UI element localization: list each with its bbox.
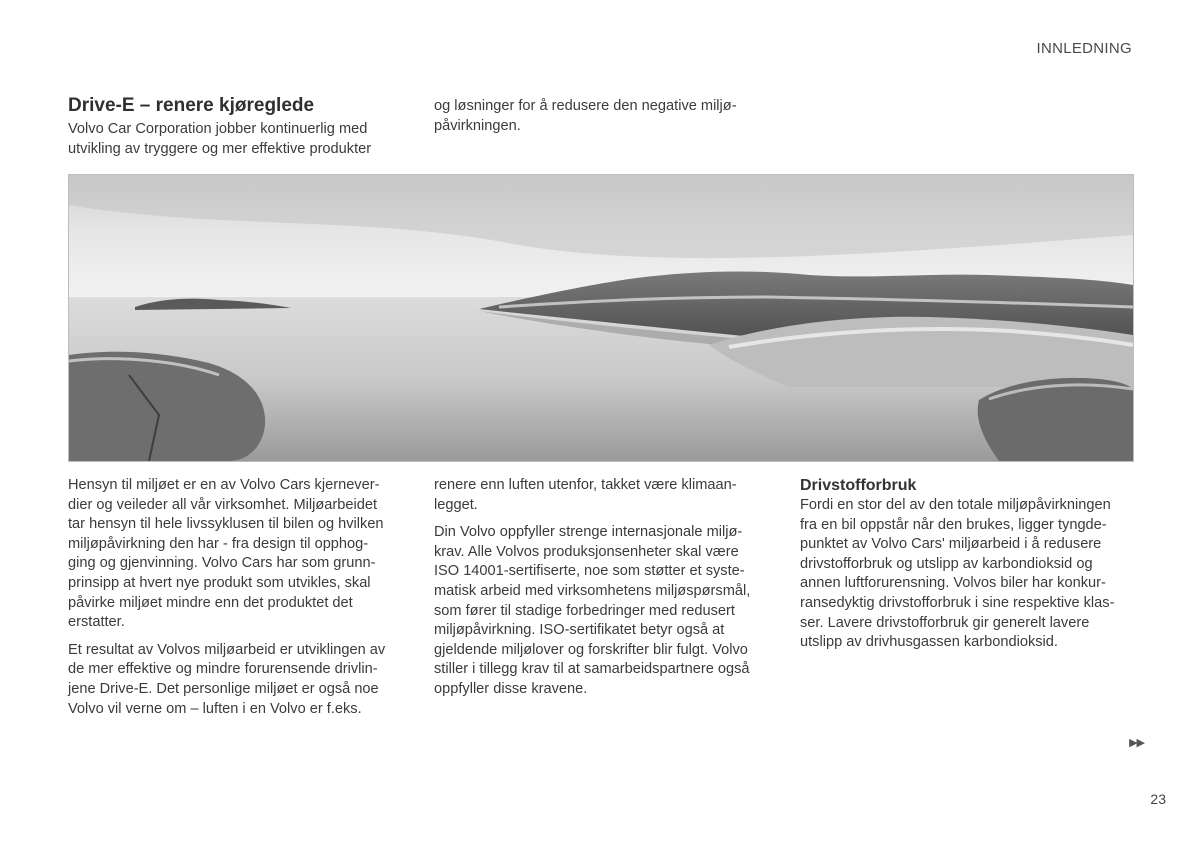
text-line: påvirkningen. — [434, 117, 521, 134]
text-line: prinsipp at hvert nye produkt som utvikles, skal — [68, 574, 371, 591]
text-line: fra en bil oppstår når den brukes, ligger tyngde- — [800, 516, 1107, 533]
page-number: 23 — [1150, 791, 1166, 807]
paragraph-fuel — [800, 496, 1145, 653]
text-line: matisk arbeid med virksomhetens miljøspørsmål, — [434, 582, 751, 599]
text-line: utvikling av tryggere og mer effektive produkter — [68, 140, 372, 157]
paragraph-drive-e — [68, 641, 408, 719]
intro-column-1 — [68, 94, 408, 159]
text-line: annen luftforurensning. Volvos biler har konkur- — [800, 575, 1106, 592]
body-column-1 — [68, 476, 408, 727]
paragraph-environment — [68, 476, 408, 633]
text-line: de mer effektive og mindre forurensende drivlin- — [68, 661, 378, 678]
section-label: INNLEDNING — [1036, 40, 1132, 57]
text-line: miljøpåvirkning den har - fra design til opphog- — [68, 535, 369, 552]
text-line: Din Volvo oppfyller strenge internasjonale miljø- — [434, 524, 743, 541]
landscape-illustration — [69, 175, 1133, 461]
text-line: punktet av Volvo Cars' miljøarbeid i å redusere — [800, 536, 1102, 553]
text-line: legget. — [434, 496, 478, 513]
text-line: stiller i tillegg krav til at samarbeidspartnere også — [434, 661, 750, 678]
text-line: dier og veileder all vår virksomhet. Miljøarbeidet — [68, 496, 378, 513]
intro-text-2 — [434, 97, 774, 136]
text-line: ser. Lavere drivstofforbruk gir generelt lavere — [800, 614, 1090, 631]
text-line: renere enn luften utenfor, takket være klimaan- — [434, 477, 737, 493]
paragraph-continued — [434, 476, 779, 515]
double-chevron-right-icon: ▶▶ — [1129, 737, 1144, 749]
heading-drivstofforbruk: Drivstofforbruk — [800, 477, 917, 494]
text-line: krav. Alle Volvos produksjonsenheter skal være — [434, 543, 739, 560]
text-line: tar hensyn til hele livssyklusen til bilen og hvilken — [68, 516, 384, 533]
intro-column-2 — [434, 97, 774, 136]
text-line: utslipp av drivhusgassen karbondioksid. — [800, 634, 1058, 651]
text-line: og løsninger for å redusere den negative miljø- — [434, 98, 737, 114]
text-line: oppfyller disse kravene. — [434, 680, 588, 697]
text-line: påvirke miljøet mindre enn det produktet det — [68, 594, 353, 611]
text-line: jene Drive-E. Det personlige miljøet er også noe — [68, 680, 379, 697]
text-line: ISO 14001-sertifiserte, noe som støtter et syste- — [434, 563, 745, 580]
text-line: Fordi en stor del av den totale miljøpåvirkningen — [800, 497, 1111, 513]
page-title: Drive-E – renere kjøreglede — [68, 95, 315, 116]
text-line: ging og gjenvinning. Volvo Cars har som grunn- — [68, 555, 376, 572]
text-line: Volvo Car Corporation jobber kontinuerlig med — [68, 121, 368, 137]
text-line: Et resultat av Volvos miljøarbeid er utviklingen av — [68, 641, 386, 658]
text-line: drivstofforbruk og utslipp av karbondioksid og — [800, 555, 1093, 572]
coastal-landscape-photo — [68, 174, 1134, 462]
text-line: erstatter. — [68, 614, 125, 631]
text-line: gjeldende miljølover og forskrifter blir fulgt. Volvo — [434, 641, 748, 658]
text-line: som fører til stadige forbedringer med redusert — [434, 602, 735, 619]
text-line: Volvo vil verne om – luften i en Volvo er f.eks. — [68, 700, 362, 717]
text-line: ransedyktig drivstofforbruk i sine respektive klas- — [800, 594, 1115, 611]
text-line: miljøpåvirkning. ISO-sertifikatet betyr også at — [434, 622, 725, 639]
body-column-2 — [434, 476, 779, 708]
body-column-3 — [800, 476, 1145, 661]
text-line: Hensyn til miljøet er en av Volvo Cars kjernever- — [68, 477, 380, 493]
paragraph-iso — [434, 523, 779, 699]
intro-text-1 — [68, 120, 408, 159]
